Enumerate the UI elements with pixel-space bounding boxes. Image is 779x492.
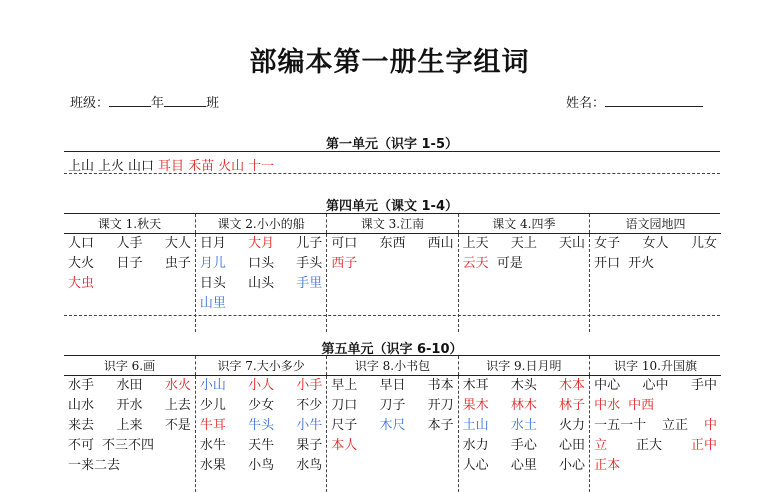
word: 木尺 [379, 418, 406, 433]
word: 水田 [116, 378, 143, 393]
word-line [331, 254, 453, 274]
word: 本子 [427, 418, 454, 433]
unit4-bottom-rule [64, 315, 720, 316]
word: 耳目 [158, 159, 185, 174]
word-line [68, 416, 191, 436]
word-line [594, 254, 717, 274]
word: 女子 [594, 236, 621, 251]
word: 大火 [68, 256, 95, 271]
word: 水火 [164, 378, 191, 393]
column-cell [590, 376, 721, 492]
column-cell [327, 376, 458, 492]
unit1-title: 第一单元（识字 1-5） [325, 137, 458, 152]
word: 火山 [218, 159, 245, 174]
word-line [463, 396, 585, 416]
word: 天牛 [248, 438, 275, 453]
column-header: 语文园地四 [590, 214, 721, 234]
column-cell [590, 234, 721, 332]
column-header: 课文 4.四季 [458, 214, 589, 234]
column-header: 识字 7.大小多少 [195, 356, 326, 376]
column-cell [64, 234, 195, 332]
word-line [68, 376, 191, 396]
word-line [463, 436, 585, 456]
word: 少女 [248, 398, 275, 413]
word: 上山 [68, 159, 95, 174]
word: 果木 [462, 398, 489, 413]
class-blank[interactable] [164, 94, 206, 107]
word: 禾苗 [188, 159, 215, 174]
word-line [200, 294, 322, 314]
word: 女人 [642, 236, 669, 251]
unit4-title: 第四单元（课文 1-4） [325, 199, 458, 214]
word-line [594, 234, 717, 254]
word: 刀口 [331, 398, 358, 413]
word: 早日 [379, 378, 406, 393]
year-label: 年 [151, 96, 165, 111]
word: 山口 [128, 159, 155, 174]
word-line [594, 456, 717, 476]
word-line [200, 416, 322, 436]
word: 可是 [496, 256, 523, 271]
unit1-top-rule [64, 151, 720, 152]
word-line [68, 234, 191, 254]
word-line [463, 416, 585, 436]
word-line [331, 416, 453, 436]
name-blank[interactable] [605, 94, 703, 107]
word: 口头 [248, 256, 275, 271]
word-line [68, 254, 191, 274]
word: 水手 [68, 378, 95, 393]
word-line [594, 436, 717, 456]
word-line [331, 376, 453, 396]
word: 手头 [296, 256, 323, 271]
unit5-table [64, 356, 721, 492]
word-line [331, 436, 453, 456]
word: 上火 [98, 159, 125, 174]
word: 立正 [662, 418, 689, 433]
word-line [200, 254, 322, 274]
word-line [594, 396, 717, 416]
word: 正大 [636, 438, 663, 453]
word: 中西 [628, 398, 655, 413]
word: 心田 [559, 438, 586, 453]
word: 正本 [594, 458, 621, 473]
word: 林木 [510, 398, 537, 413]
word: 开火 [628, 256, 655, 271]
word: 云天 [462, 256, 489, 271]
word: 不是 [164, 418, 191, 433]
word: 开刀 [427, 398, 454, 413]
word-line [200, 396, 322, 416]
column-header: 识字 10.升国旗 [590, 356, 721, 376]
word-line [200, 234, 322, 254]
word: 小心 [559, 458, 586, 473]
unit5-title: 第五单元（识字 6-10） [321, 342, 463, 357]
word: 日子 [116, 256, 143, 271]
word: 手心 [510, 438, 537, 453]
name-label: 姓名： [566, 96, 606, 111]
word: 上去 [164, 398, 191, 413]
column-cell [64, 376, 195, 492]
word: 东西 [379, 236, 406, 251]
word: 一五一十 [594, 418, 647, 433]
word: 书本 [427, 378, 454, 393]
column-header: 识字 6.画 [64, 356, 195, 376]
word: 上天 [462, 236, 489, 251]
word: 大虫 [68, 276, 95, 291]
word: 早上 [331, 378, 358, 393]
word: 水果 [199, 458, 226, 473]
word: 立 [594, 438, 608, 453]
word: 月儿 [199, 256, 226, 271]
column-header: 识字 9.日月明 [458, 356, 589, 376]
word: 水鸟 [296, 458, 323, 473]
word-line [331, 234, 453, 254]
word-line [200, 456, 322, 476]
word-line [68, 436, 191, 456]
word: 林子 [559, 398, 586, 413]
word-line [463, 376, 585, 396]
word: 一来二去 [68, 458, 121, 473]
word: 人口 [68, 236, 95, 251]
word: 尺子 [331, 418, 358, 433]
name-info [566, 92, 703, 111]
word-line [68, 396, 191, 416]
word: 来去 [68, 418, 95, 433]
word: 水牛 [199, 438, 226, 453]
word: 不三不四 [102, 438, 155, 453]
word: 中心 [594, 378, 621, 393]
word: 山头 [248, 276, 275, 291]
word: 日头 [199, 276, 226, 291]
word-line [200, 436, 322, 456]
word: 不少 [296, 398, 323, 413]
word: 手中 [690, 378, 717, 393]
column-header: 课文 1.秋天 [64, 214, 195, 234]
word-line [200, 274, 322, 294]
word-line [463, 254, 585, 274]
word: 心里 [510, 458, 537, 473]
word: 手里 [296, 276, 323, 291]
word: 可口 [331, 236, 358, 251]
column-cell [458, 234, 589, 332]
class-suffix: 班 [206, 96, 220, 111]
word: 大人 [164, 236, 191, 251]
column-header: 识字 8.小书包 [327, 356, 458, 376]
word: 木本 [559, 378, 586, 393]
unit4-table [64, 214, 721, 332]
word: 小人 [248, 378, 275, 393]
column-cell [195, 376, 326, 492]
year-blank[interactable] [109, 94, 151, 107]
word: 小山 [199, 378, 226, 393]
column-cell [195, 234, 326, 332]
word: 小鸟 [248, 458, 275, 473]
unit1-words [68, 155, 278, 174]
word: 开口 [594, 256, 621, 271]
word: 儿子 [296, 236, 323, 251]
word: 开水 [116, 398, 143, 413]
word-line [463, 234, 585, 254]
word-line [463, 456, 585, 476]
word: 土山 [462, 418, 489, 433]
word: 牛耳 [199, 418, 226, 433]
word-line [200, 376, 322, 396]
word: 山里 [199, 296, 226, 311]
unit1-bottom-rule [64, 173, 720, 174]
word: 果子 [296, 438, 323, 453]
word: 儿女 [690, 236, 717, 251]
word-line [594, 416, 717, 436]
word: 本人 [331, 438, 358, 453]
word: 中 [703, 418, 717, 433]
word: 火力 [559, 418, 586, 433]
column-header: 课文 2.小小的船 [195, 214, 326, 234]
word: 大月 [248, 236, 275, 251]
word: 中水 [594, 398, 621, 413]
word: 西子 [331, 256, 358, 271]
word-line [68, 456, 191, 476]
word-line [594, 376, 717, 396]
word: 人心 [462, 458, 489, 473]
word: 不可 [68, 438, 95, 453]
word: 刀子 [379, 398, 406, 413]
word: 虫子 [164, 256, 191, 271]
column-cell [458, 376, 589, 492]
word: 西山 [427, 236, 454, 251]
word: 天山 [559, 236, 586, 251]
word-line [68, 274, 191, 294]
word: 心中 [642, 378, 669, 393]
word: 小牛 [296, 418, 323, 433]
page-title: 部编本第一册生字组词 [249, 47, 530, 78]
class-label: 班级： [70, 96, 110, 111]
word: 少儿 [199, 398, 226, 413]
column-cell [327, 234, 458, 332]
word: 小手 [296, 378, 323, 393]
word: 水力 [462, 438, 489, 453]
column-header: 课文 3.江南 [327, 214, 458, 234]
word: 木耳 [462, 378, 489, 393]
word: 十一 [248, 159, 275, 174]
word: 人手 [116, 236, 143, 251]
word: 日月 [199, 236, 226, 251]
word: 山水 [68, 398, 95, 413]
word-line [331, 396, 453, 416]
word: 天上 [510, 236, 537, 251]
word: 水土 [510, 418, 537, 433]
word: 上来 [116, 418, 143, 433]
word: 正中 [690, 438, 717, 453]
word: 牛头 [248, 418, 275, 433]
word: 木头 [510, 378, 537, 393]
class-info [70, 92, 219, 111]
